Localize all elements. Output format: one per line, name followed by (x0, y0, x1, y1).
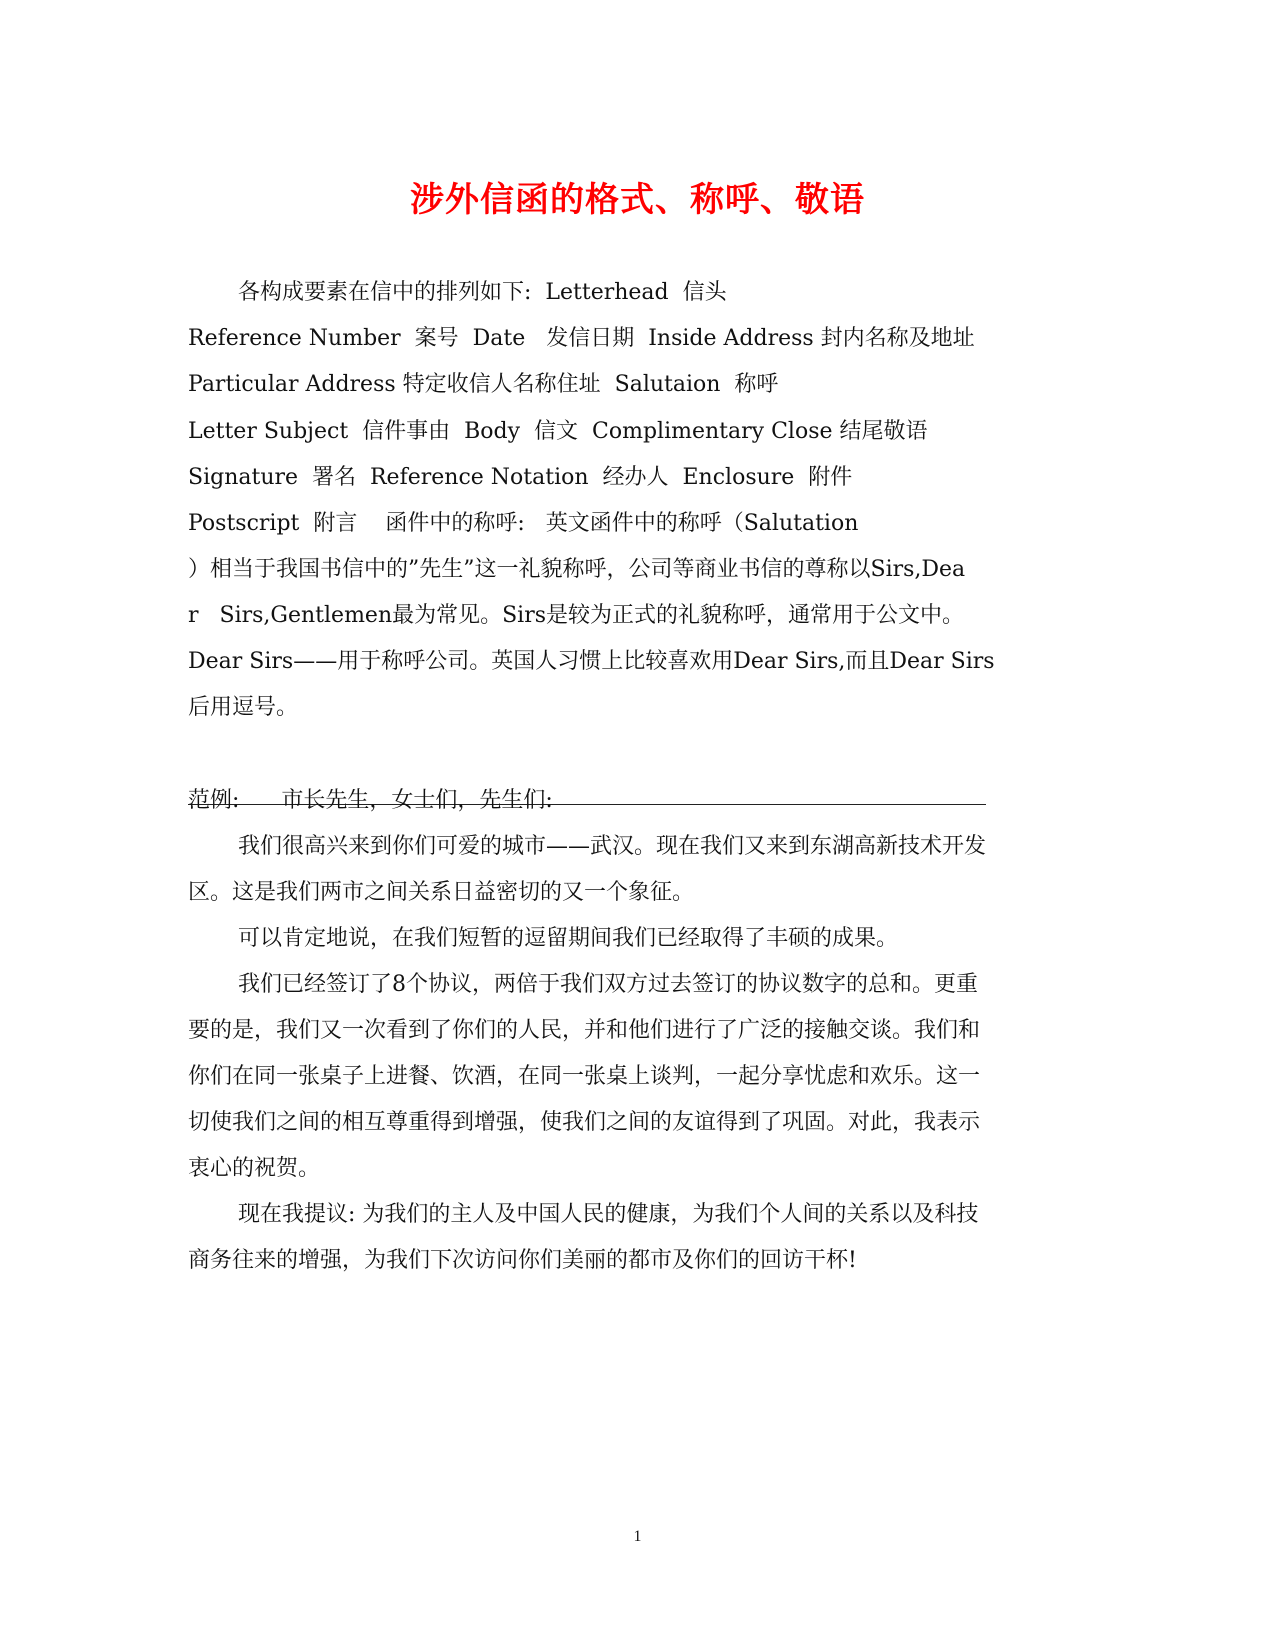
example-line: 可以肯定地说，在我们短暂的逗留期间我们已经取得了丰硕的成果。 (238, 926, 899, 951)
example-line: 区。这是我们两市之间关系日益密切的又一个象征。 (188, 880, 695, 905)
text-line: Reference Number 案号 Date 发信日期 Inside Address 封内名称及地址 (188, 326, 975, 351)
example-line: 切使我们之间的相互尊重得到增强，使我们之间的友谊得到了巩固。对此，我表示 (188, 1110, 981, 1135)
page-number: 1 (633, 1528, 642, 1545)
example-line: 我们很高兴来到你们可爱的城市——武汉。现在我们又来到东湖高新技术开发 (238, 834, 987, 859)
document-title: 涉外信函的格式、称呼、敬语 (410, 180, 865, 220)
example-line: 衷心的祝贺。 (188, 1156, 321, 1181)
example-line: 现在我提议: 为我们的主人及中国人民的健康，为我们个人间的关系以及科技 (238, 1202, 979, 1227)
example-heading: 范例: 市长先生，女士们，先生们: (188, 788, 553, 813)
text-line: Dear Sirs——用于称呼公司。英国人习惯上比较喜欢用Dear Sirs,而且Dear Sirs (188, 649, 995, 674)
text-line: ）相当于我国书信中的”先生”这一礼貌称呼，公司等商业书信的尊称以Sirs,Dea (188, 557, 966, 582)
text-line: 后用逗号。 (188, 695, 299, 720)
text-line: Particular Address 特定收信人名称住址 Salutaion 称呼 (188, 372, 779, 397)
text-line: Letter Subject 信件事由 Body 信文 Complimentary Close 结尾敬语 (188, 419, 928, 444)
text-line: Signature 署名 Reference Notation 经办人 Enclosure 附件 (188, 465, 853, 490)
text-line: r Sirs,Gentlemen最为常见。Sirs是较为正式的礼貌称呼，通常用于公文中。 (188, 603, 965, 628)
example-line: 要的是，我们又一次看到了你们的人民，并和他们进行了广泛的接触交谈。我们和 (188, 1018, 981, 1043)
example-line: 你们在同一张桌子上进餐、饮酒，在同一张桌上谈判，一起分享忧虑和欢乐。这一 (188, 1064, 981, 1089)
example-line: 商务往来的增强，为我们下次访问你们美丽的都市及你们的回访干杯! (188, 1248, 857, 1273)
text-line: 各构成要素在信中的排列如下: Letterhead 信头 (238, 280, 727, 305)
text-line: Postscript 附言 函件中的称呼: 英文函件中的称呼（Salutation (188, 511, 859, 536)
example-line: 我们已经签订了8个协议，两倍于我们双方过去签订的协议数字的总和。更重 (238, 972, 978, 997)
